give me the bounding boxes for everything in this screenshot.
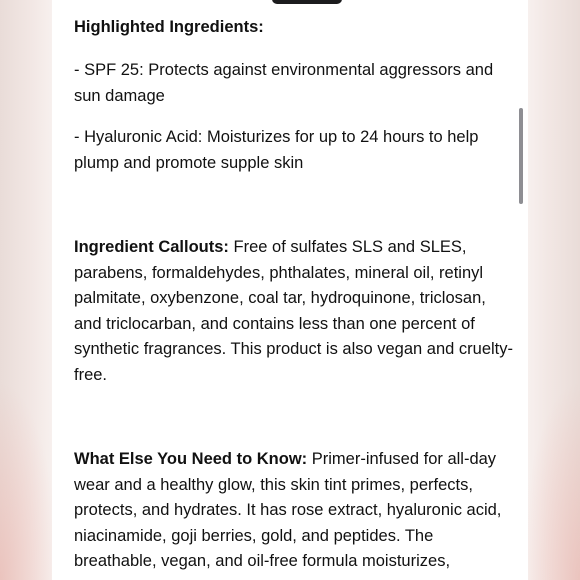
highlighted-ingredients-heading bbox=[74, 15, 514, 41]
ingredient-hyaluronic-acid: - Hyaluronic Acid: Moisturizes for up to 24 hours to help plump and promote supple skin bbox=[74, 128, 479, 172]
background-glow-left bbox=[0, 380, 60, 580]
what-else-paragraph bbox=[74, 447, 514, 575]
sheet-grabber-handle[interactable] bbox=[272, 0, 342, 4]
background-glow-right bbox=[520, 380, 580, 580]
highlighted-ingredients-title: Highlighted Ingredients: bbox=[74, 18, 264, 36]
ingredient-callouts-label: Ingredient Callouts: bbox=[74, 238, 229, 256]
vertical-scrollbar[interactable] bbox=[519, 108, 523, 204]
what-else-label: What Else You Need to Know: bbox=[74, 450, 308, 468]
what-else-text: Primer-infused for all-day wear and a healthy glow, this skin tint primes, perfects, protects, and hydrates. It has rose extract, hyaluronic acid, niacinamide, goji berries, gold, and peptides. The breathable, vegan, and oil-free formula moisturizes, bbox=[74, 450, 502, 570]
ingredient-callouts-paragraph bbox=[74, 235, 514, 388]
description-sheet[interactable] bbox=[52, 0, 528, 580]
ingredient-callouts-text: Free of sulfates SLS and SLES, parabens, formaldehydes, phthalates, mineral oil, retinyl palmitate, oxybenzone, coal tar, hydroquinone, triclosan, and triclocarban, and contains less than one percent of synthetic fragrances. This product is also vegan and cruelty-free. bbox=[74, 238, 513, 384]
ingredient-spf: - SPF 25: Protects against environmental aggressors and sun damage bbox=[74, 61, 494, 105]
